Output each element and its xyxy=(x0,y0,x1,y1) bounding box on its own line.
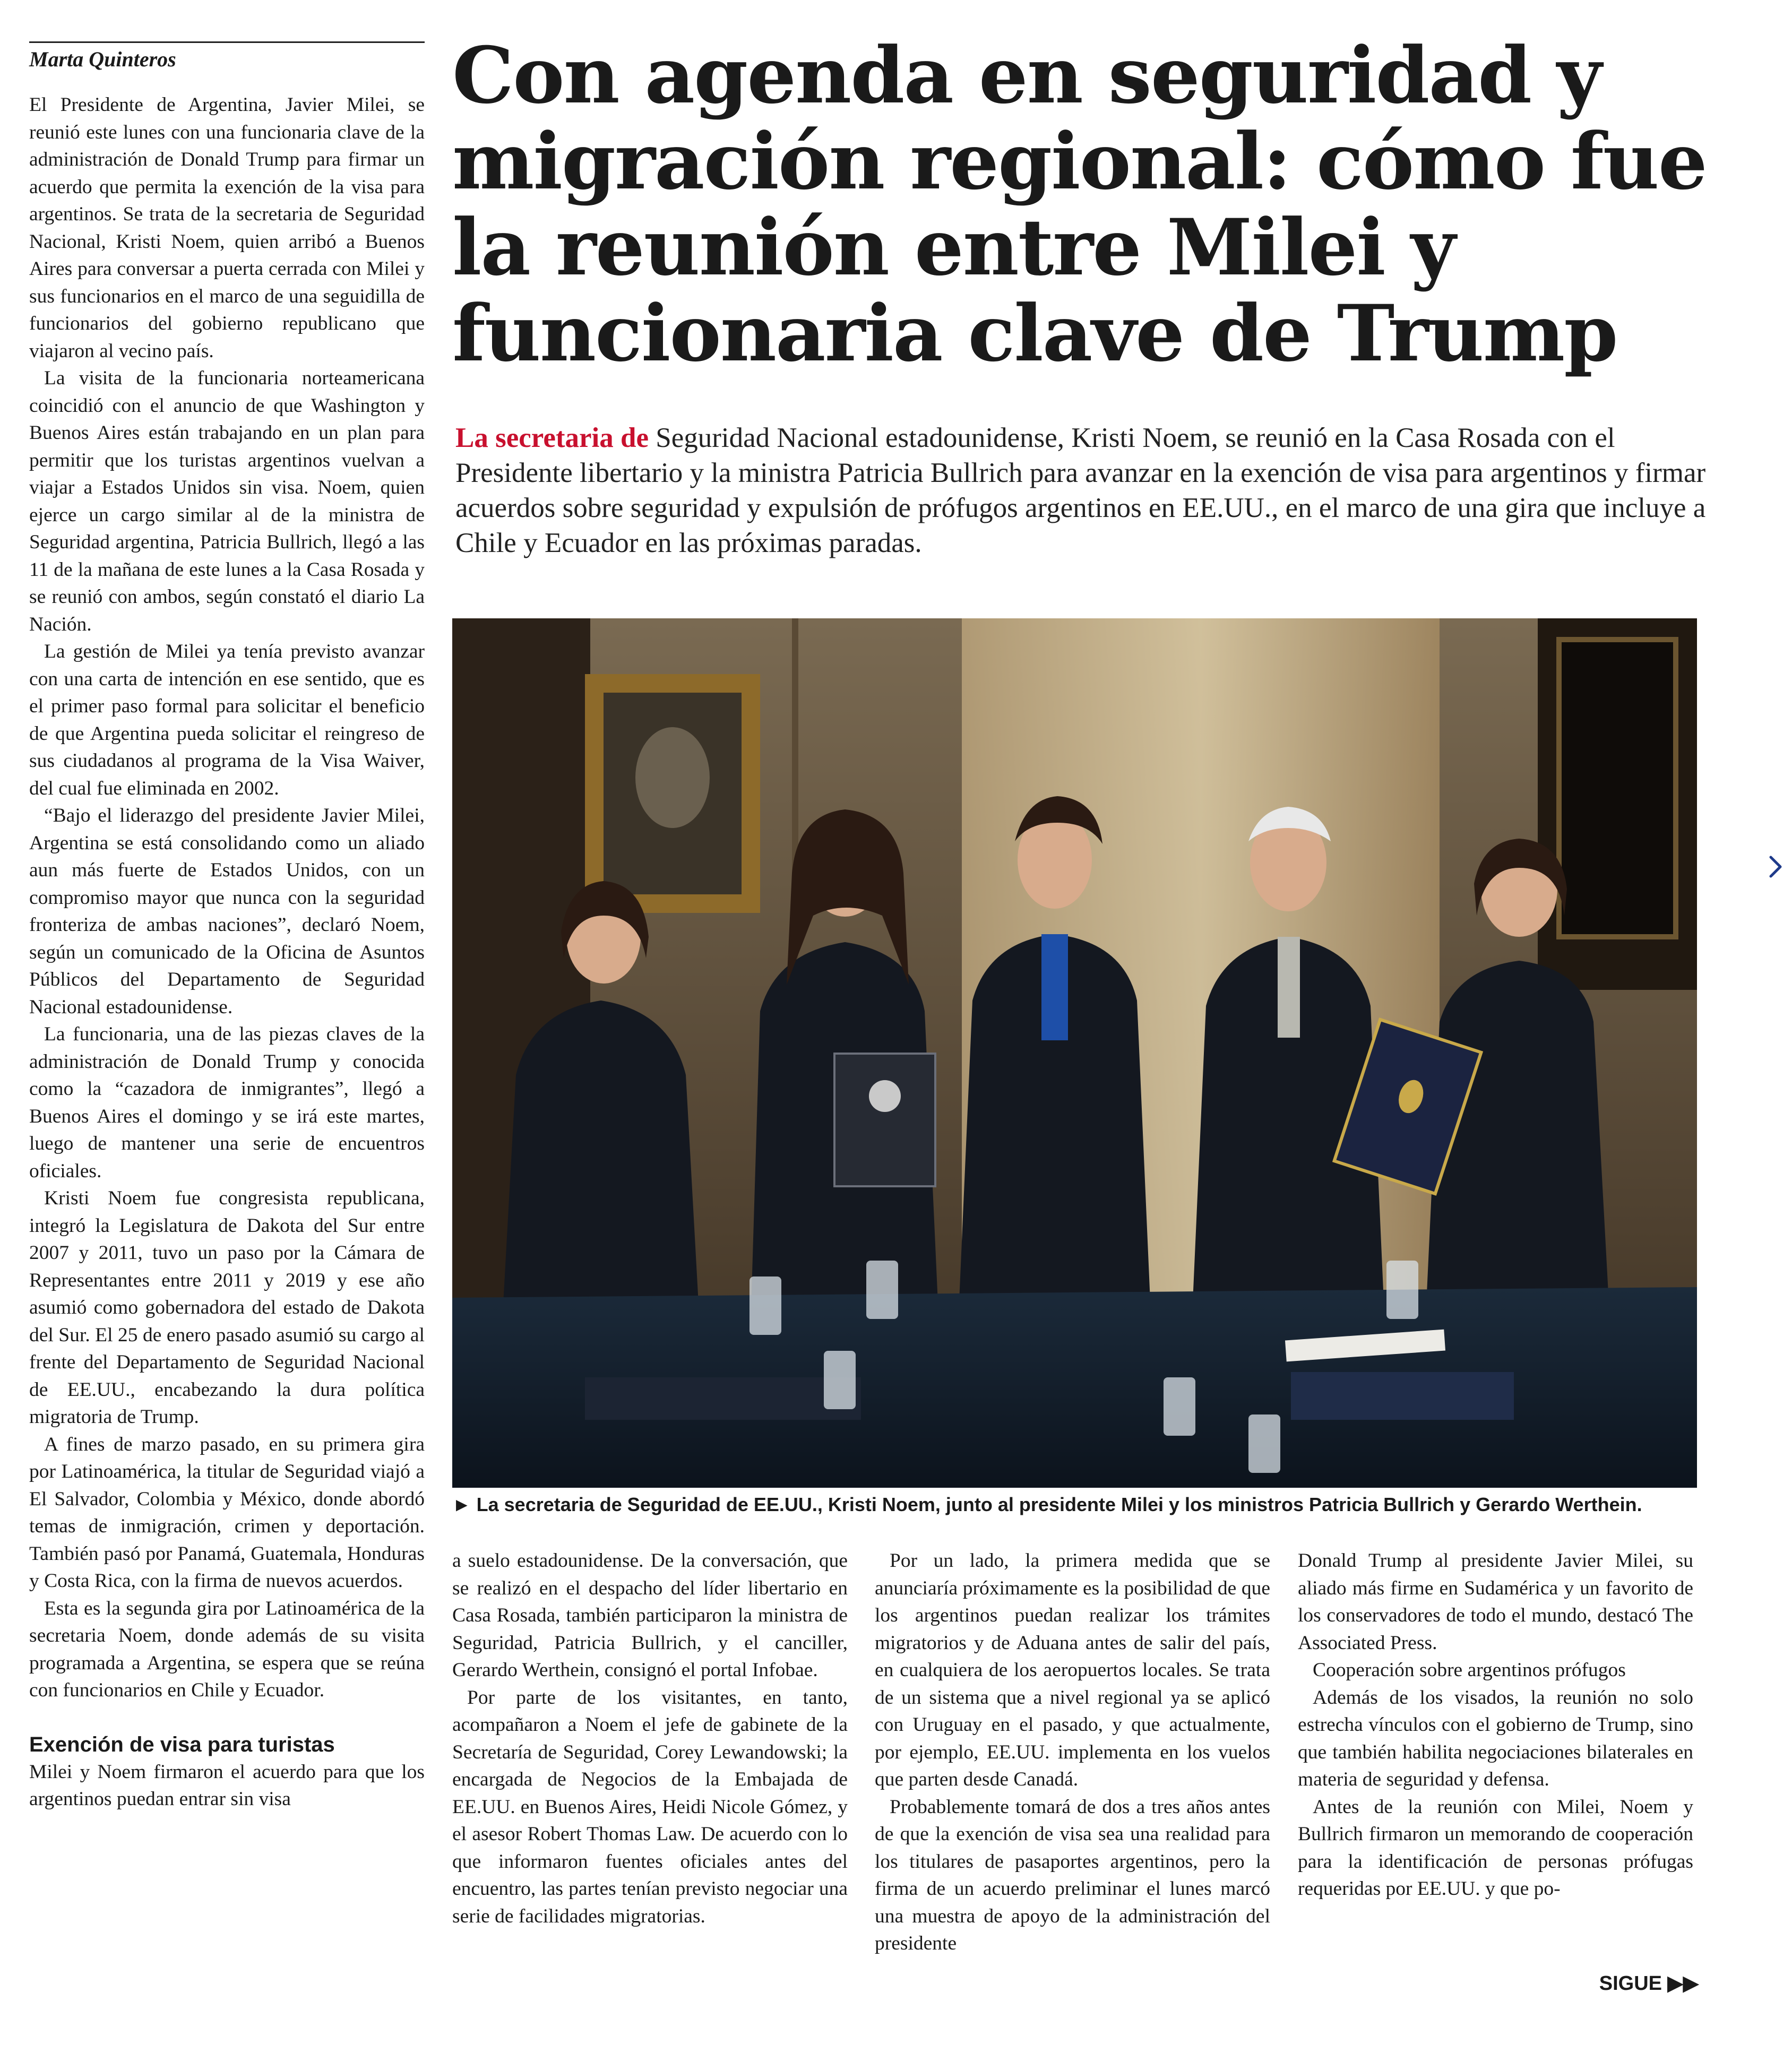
article-column-4 xyxy=(1298,1547,1693,1903)
paragraph: Por parte de los visitantes, en tanto, acompañaron a Noem el jefe de gabinete de la Secretaría de Seguridad, Corey Lewandowski; la encargada de Negocios de la Embajada de EE.UU. en Buenos Aires, Heidi Nicole Gómez, y el asesor Robert Thomas Law. De acuerdo con lo que informaron fuentes oficiales antes del encuentro, las partes tenían previsto negociar una serie de facilidades migratorias. xyxy=(452,1686,848,1927)
news-photo xyxy=(452,618,1697,1488)
deck xyxy=(455,420,1719,560)
byline-rule xyxy=(29,41,425,43)
deck-lead: La secretaria de xyxy=(455,422,649,453)
paragraph: “Bajo el liderazgo del presidente Javier Milei, Argentina se está consolidando como un aliado aun más fuerte de Estados Unidos, con un compromiso mayor que nunca con la seguridad fronteriza de ambas naciones”, declaró Noem, según un comunicado de la Oficina de Asuntos Públicos del Departamento de Seguridad Nacional estadounidense. xyxy=(29,805,425,1018)
paragraph: Esta es la segunda gira por Latinoamérica de la secretaria Noem, donde además de su visita programada a Argentina, se espera que se reúna con funcionarios en Chile y Ecuador. xyxy=(29,1597,425,1701)
paragraph: Además de los visados, la reunión no solo estrecha vínculos con el gobierno de Trump, sino que también habilita negociaciones bilaterales en materia de seguridad y defensa. xyxy=(1298,1686,1693,1790)
paragraph: Por un lado, la primera medida que se anunciaría próximamente es la posibilidad de que los argentinos puedan realizar los trámites migratorios y de Aduana antes de salir del país, en cualquiera de los aeropuertos locales. Se trata de un sistema que a nivel regional ya se aplicó con Uruguay en el pasado, y que actualmente, por ejemplo, EE.UU. implementa en los vuelos que parten desde Canadá. xyxy=(875,1550,1270,1790)
continue-marker: SIGUE ▶▶ xyxy=(1599,1972,1699,1995)
chevron-right-icon[interactable] xyxy=(1762,852,1788,882)
paragraph: Milei y Noem firmaron el acuerdo para que los argentinos puedan entrar sin visa xyxy=(29,1761,425,1810)
photo-caption: ► La secretaria de Seguridad de EE.UU., Kristi Noem, junto al presidente Milei y los ministros Patricia Bullrich y Gerardo Werthein. xyxy=(452,1494,1642,1515)
paragraph: La gestión de Milei ya tenía previsto avanzar con una carta de intención en ese sentido, que es el primer paso formal para solicitar el beneficio de que Argentina pueda solicitar el reingreso de sus ciudadanos al programa de la Visa Waiver, del cual fue eliminada en 2002. xyxy=(29,641,425,799)
paragraph: Donald Trump al presidente Javier Milei, su aliado más firme en Sudamérica y un favorito de los conservadores de todo el mundo, destacó The Associated Press. xyxy=(1298,1550,1693,1654)
subheading: Exención de visa para turistas xyxy=(29,1732,335,1756)
article-column-3 xyxy=(875,1547,1270,1957)
paragraph: Probablemente tomará de dos a tres años antes de que la exención de visa sea una realidad para los titulares de pasaportes argentinos, pero la firma de un acuerdo preliminar el lunes marcó una muestra de apoyo de la administración del presidente xyxy=(875,1796,1270,1954)
paragraph: El Presidente de Argentina, Javier Milei, se reunió este lunes con una funcionaria clave de la administración de Donald Trump para firmar un acuerdo que permita la exención de la visa para argentinos. Se trata de la secretaria de Seguridad Nacional, Kristi Noem, quien arribó a Buenos Aires para conversar a puerta cerrada con Milei y sus funcionarios en el marco de una seguidilla de funcionarios del gobierno republicano que viajaron al vecino país. xyxy=(29,94,425,362)
paragraph: La funcionaria, una de las piezas claves de la administración de Donald Trump y conocida como la “cazadora de inmigrantes”, llegó a Buenos Aires el domingo y se irá este martes, luego de mantener una serie de encuentros oficiales. xyxy=(29,1023,425,1182)
deck-text: Seguridad Nacional estadounidense, Kristi Noem, se reunió en la Casa Rosada con el Presidente libertario y la ministra Patricia Bullrich para avanzar en la exención de visa para argentinos y firmar acuerdos sobre seguridad y expulsión de prófugos argentinos en EE.UU., en el marco de una gira que incluye a Chile y Ecuador en las próximas paradas. xyxy=(455,422,1706,558)
subheading-inline: Cooperación sobre argentinos prófugos xyxy=(1313,1659,1626,1681)
headline: Con agenda en seguridad y migración regional: cómo fue la reunión entre Milei y funcionaria clave de Trump xyxy=(452,30,1707,379)
photo-illustration xyxy=(452,618,1697,1488)
paragraph: a suelo estadounidense. De la conversación, que se realizó en el despacho del líder libertario en Casa Rosada, también participaron la ministra de Seguridad, Patricia Bullrich, y el canciller, Gerardo Werthein, consignó el portal Infobae. xyxy=(452,1550,848,1681)
byline: Marta Quinteros xyxy=(29,47,176,71)
article-column-left xyxy=(29,91,425,1813)
paragraph: La visita de la funcionaria norteamericana coincidió con el anuncio de que Washington y Buenos Aires están trabajando en un plan para permitir que los turistas argentinos vuelvan a viajar a Estados Unidos sin visa. Noem, quien ejerce un cargo similar al de la ministra de Seguridad argentina, Patricia Bullrich, llegó a las 11 de la mañana de este lunes a la Casa Rosada y se reunió con ambos, según constató el diario La Nación. xyxy=(29,367,425,635)
paragraph: Kristi Noem fue congresista republicana, integró la Legislatura de Dakota del Sur entre 2007 y 2011, tuvo un paso por la Cámara de Representantes entre 2011 y 2019 y ese año asumió como gobernadora del estado de Dakota del Sur. El 25 de enero pasado asumió su cargo al frente del Departamento de Seguridad Nacional de EE.UU., encabezando la dura política migratoria de Trump. xyxy=(29,1187,425,1428)
paragraph: A fines de marzo pasado, en su primera gira por Latinoamérica, la titular de Seguridad viajó a El Salvador, Colombia y México, donde abordó temas de inmigración, crimen y deportación. También pasó por Panamá, Guatemala, Honduras y Costa Rica, con la firma de nuevos acuerdos. xyxy=(29,1433,425,1592)
article-column-2 xyxy=(452,1547,848,1930)
paragraph: Antes de la reunión con Milei, Noem y Bullrich firmaron un memorando de cooperación para la identificación de personas prófugas requeridas por EE.UU. y que po- xyxy=(1298,1796,1693,1900)
